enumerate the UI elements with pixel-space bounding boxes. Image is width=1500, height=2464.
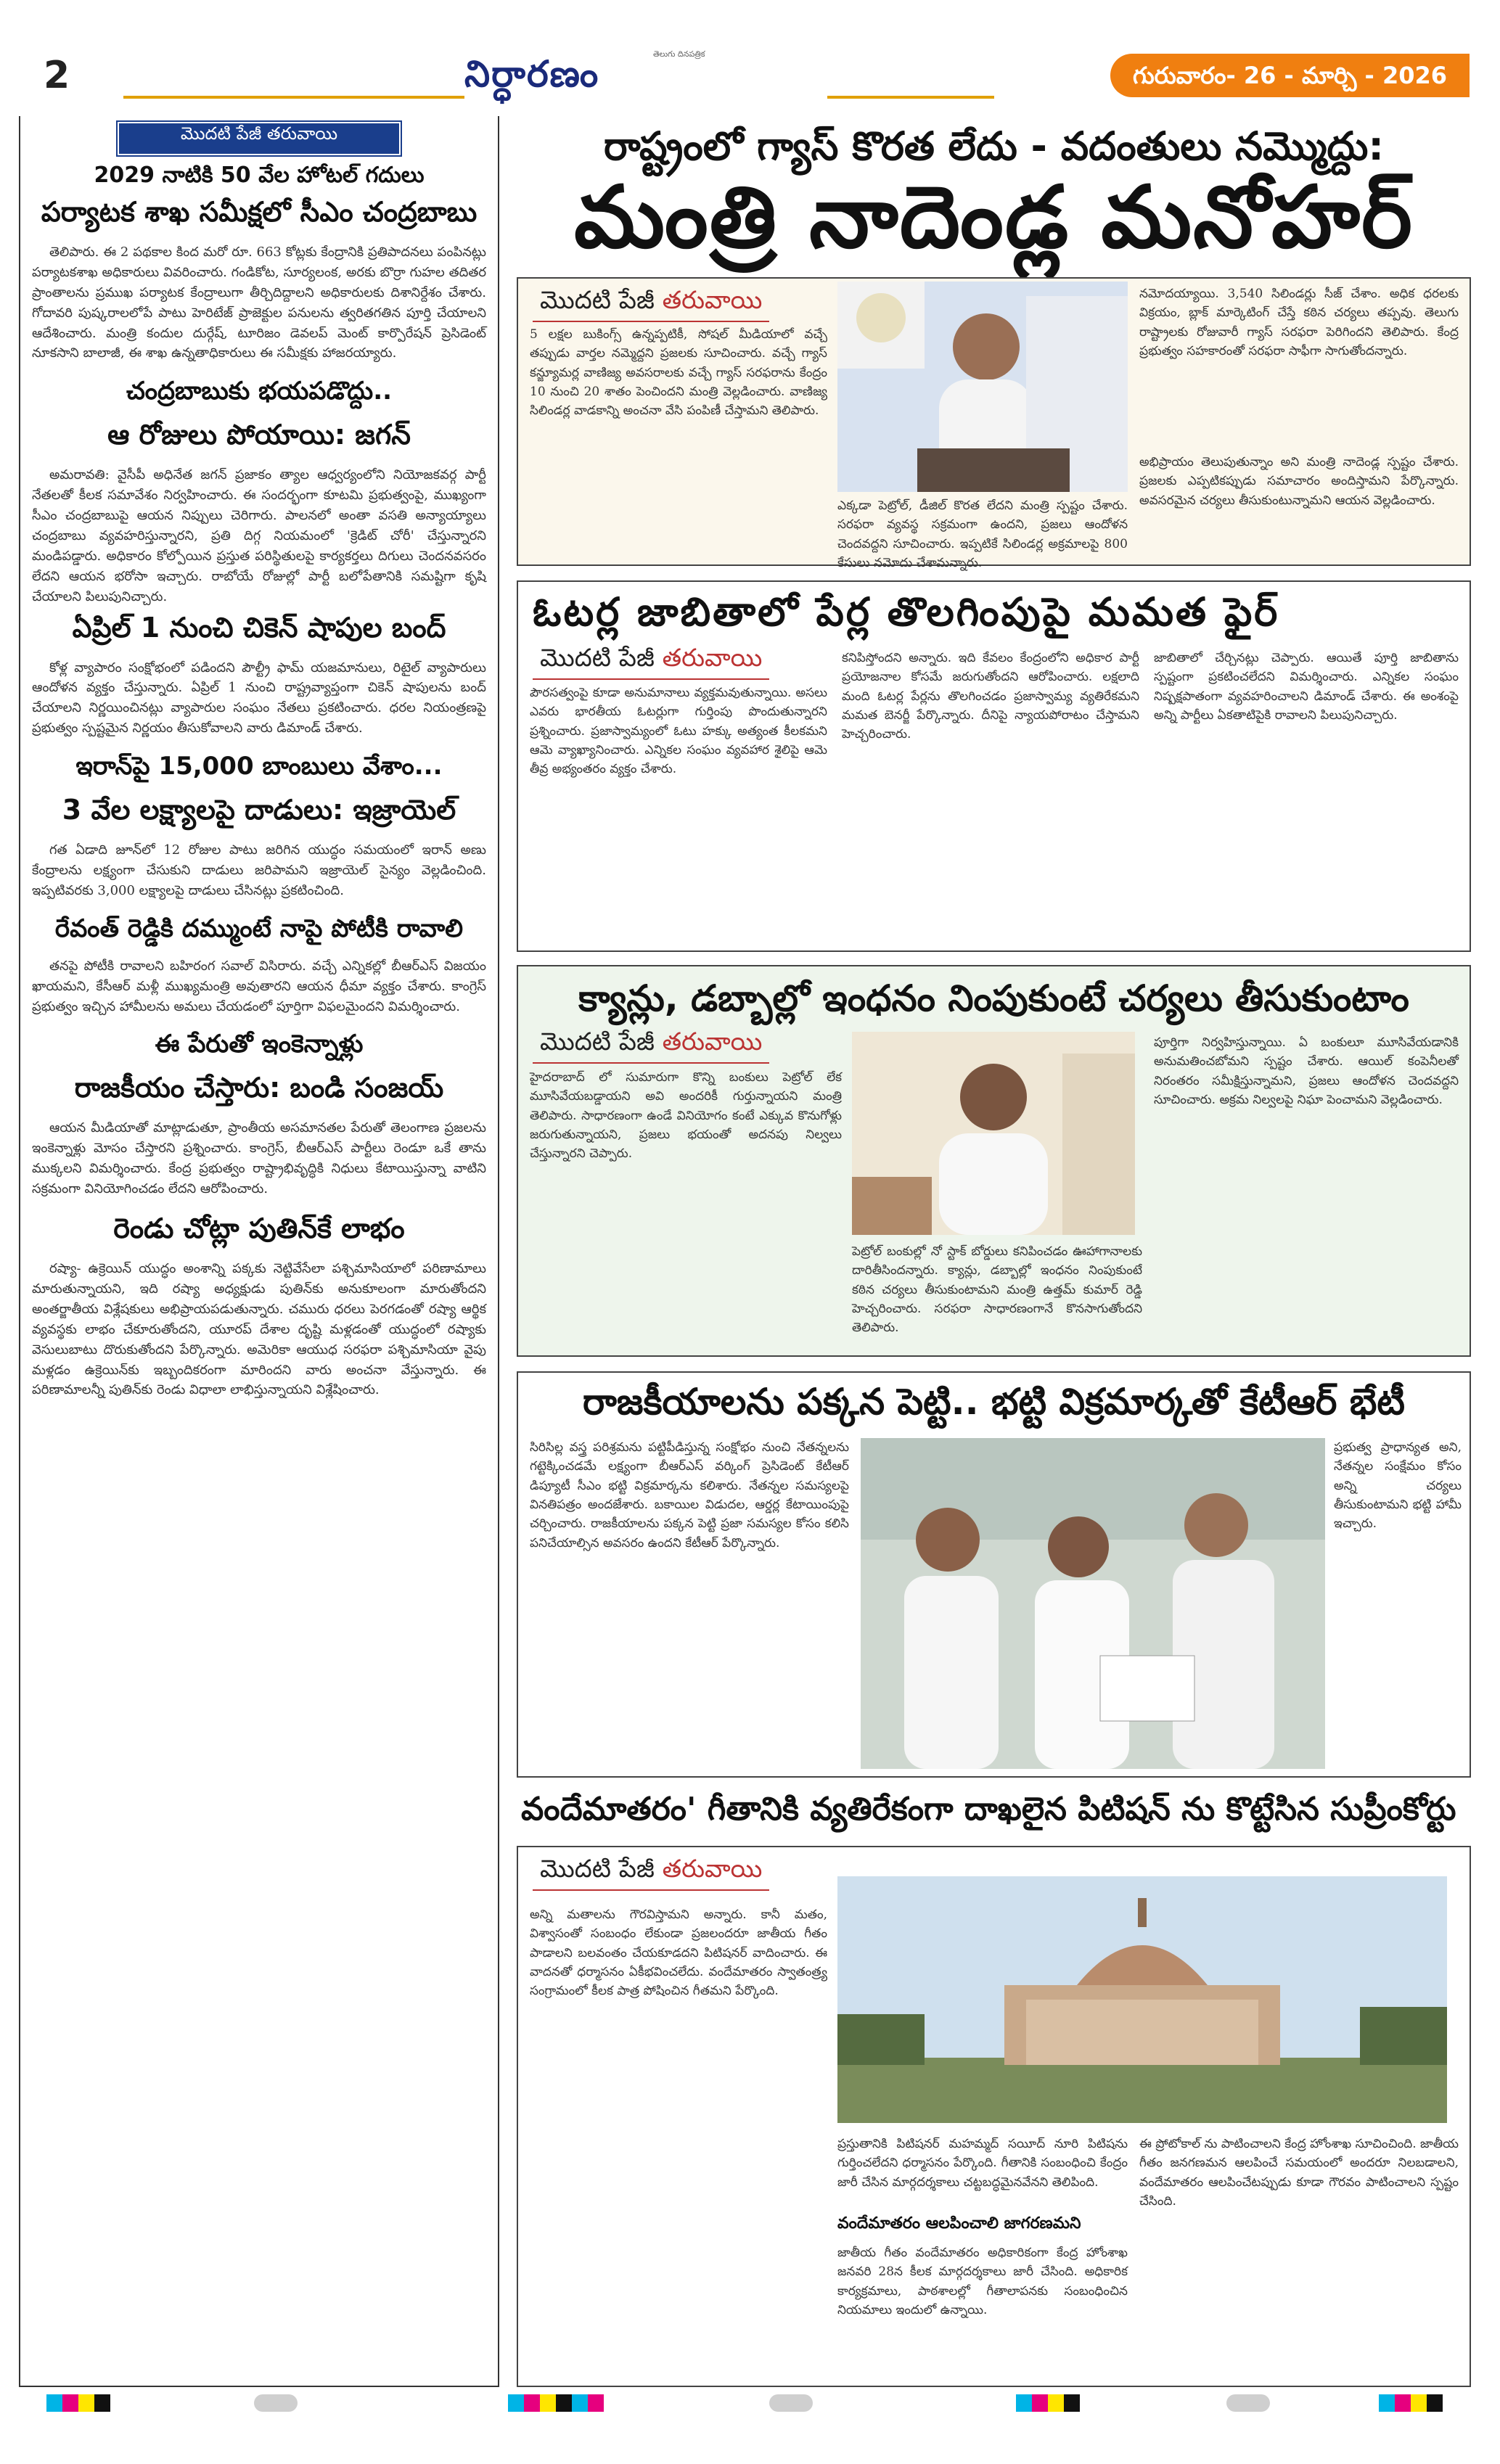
gas-col2: ఎక్కడా పెట్రోల్, డీజిల్ కొరత లేదని మంత్రి స్పష్టం చేశారు. సరఫరా వ్యవస్థ సక్రమంగా ఉందని, ప్రజలు ఆందోళన చెందవద్దని సూచించారు. ఇప్పటికే సిలిండర్ల అక్రమాలపై 800 కేసులు నమోదు చేశామన్నారు. [837, 498, 1128, 571]
mamata-col2: కనిపిస్తోందని అన్నారు. ఇది కేవలం కేంద్రంలోని అధికార పార్టీ ప్రయోజనాల కోసమే జరుగుతోందని ఆరోపించారు. లక్షలాది మంది ఓటర్ల పేర్లను తొలగించడం ప్రజాస్వామ్య వ్యతిరేకమని మమత బెనర్జీ పేర్కొన్నారు. దీనిపై న్యాయపోరాటం చేస్తామని హెచ్చరించారు. [842, 651, 1139, 742]
ktr-meeting-illustration [861, 1438, 1325, 1769]
supreme-court-illustration [837, 1876, 1447, 2123]
page-header [29, 49, 1470, 107]
article-body: గత ఏడాది జూన్‌లో 12 రోజుల పాటు జరిగిన యుద్ధం సమయంలో ఇరాన్ అణు కేంద్రాలను లక్ష్యంగా చేసుకుని దాడులు జరిపామని ఇజ్రాయెల్ సైన్యం వెల్లడించింది. ఇప్పటివరకు 3,000 లక్ష్యాలపై దాడులు చేసినట్లు ప్రకటించింది. [32, 842, 486, 898]
masthead-tagline: తెలుగు దినపత్రిక [653, 49, 705, 59]
supreme-court-photo [837, 1876, 1447, 2123]
headline-revanth: రేవంత్ రెడ్డికి దమ్ముంటే నాపై పోటీకి రావాలి [54, 913, 464, 943]
masthead-title: నిర్ధారణం [464, 52, 600, 95]
gas-col4: అభిప్రాయం తెలుపుతున్నాం అని మంత్రి నాదెండ్ల స్పష్టం చేశారు. ప్రజలకు ఎప్పటికప్పుడు సమాచారం అందిస్తామని పేర్కొన్నారు. అవసరమైన చర్యలు తీసుకుంటున్నామని ఆయన వెల్లడించారు. [1139, 455, 1459, 508]
minister-photo [837, 282, 1128, 492]
article-body: ఆయన మీడియాతో మాట్లాడుతూ, ప్రాంతీయ అసమానతల పేరుతో తెలంగాణ ప్రజలను ఇంకెన్నాళ్లు మోసం చేస్తారని ప్రశ్నించారు. కాంగ్రెస్, బీఆర్ఎస్ పార్టీలు రెండూ ఒకే తాను ముక్కలని విమర్శించారు. కేంద్ర ప్రభుత్వం రాష్ట్రాభివృద్ధికి నిధులు కేటాయిస్తున్నా వాటిని సక్రమంగా వినియోగించడం లేదని ఆరోపించారు. [32, 1120, 486, 1197]
color-strip [508, 2394, 604, 2412]
ktr-meeting-photo [861, 1438, 1325, 1769]
registration-oval [254, 2394, 298, 2412]
registration-oval [1226, 2394, 1270, 2412]
left-column [19, 116, 499, 2387]
uttam-photo [852, 1032, 1135, 1235]
page-number: 2 [44, 54, 70, 97]
gas-col3: నమోదయ్యాయి. 3,540 సిలిండర్లు సీజ్ చేశాం. అధిక ధరలకు విక్రయం, బ్లాక్ మార్కెటింగ్ చేస్తే కఠిన చర్యలు తప్పవు. తెలుగు రాష్ట్రాలకు రోజువారీ గ్యాస్ సరఫరా పెరిగిందని తెలిపారు. కేంద్ర ప్రభుత్వం సహకారంతో సరఫరా సాఫీగా సాగుతోందన్నారు. [1139, 287, 1459, 359]
vande-col2b: జాతీయ గీతం వందేమాతరం అధికారికంగా కేంద్ర హోంశాఖ జనవరి 28న కీలక మార్గదర్శకాలు జారీ చేసింది. అధికారిక కార్యక్రమాలు, పాఠశాలల్లో గీతాలాపనకు సంబంధించిన నియమాలు ఇందులో ఉన్నాయి. [837, 2246, 1128, 2318]
headline-chicken-bandh: ఏప్రిల్ 1 నుంచి చికెన్ షాపుల బంద్ [72, 611, 446, 644]
headline-fuel: క్యాన్లు, డబ్బాల్లో ఇంధనం నింపుకుంటే చర్యలు తీసుకుంటాం [578, 977, 1409, 1019]
headline-israel: 3 వేల లక్ష్యాలపై దాడులు: ఇజ్రాయెల్ [62, 794, 456, 826]
story-vande-mataram [517, 1788, 1471, 2387]
story-fuel [517, 965, 1471, 1357]
mamata-col1: పౌరసత్వంపై కూడా అనుమానాలు వ్యక్తమవుతున్నాయి. అసలు ఎవరు భారతీయ ఓటర్లుగా గుర్తింపు పొందుతున్నారని ప్రశ్నించారు. ప్రజాస్వామ్యంలో ఓటు హక్కు అత్యంత కీలకమని ఆమె వ్యాఖ్యానించారు. ఎన్నికల సంఘం వ్యవహార శైలిపై ఆమె తీవ్ర అభ్యంతరం వ్యక్తం చేశారు. [530, 686, 827, 777]
vande-subhead: వందేమాతరం ఆలపించాలి జాగరణమని [837, 2214, 1081, 2233]
color-strip [1379, 2394, 1443, 2412]
story-ktr [517, 1371, 1471, 1778]
article-body: అమరావతి: వైసీపీ అధినేత జగన్ ప్రజాకం త్యాల ఆధ్వర్యంలోని నియోజకవర్గ పార్టీ నేతలతో కీలక సమావేశం నిర్వహించారు. ఈ సందర్భంగా కూటమి ప్రభుత్వంపై, ముఖ్యంగా సీఎం చంద్రబాబుపై ఆయన నిప్పులు చెరిగారు. పాలనలో అంతా వసతి అన్యాయ్యాలు చంద్రబాబు వ్యవహరిస్తున్నారని, ప్రతి దిగ్గ నియమంలో 'క్రెడిట్ చోరీ' చేస్తున్నారని మండిపడ్డారు. అధికారం కోల్పోయిన ప్రస్తుత పరిస్థితులపై కార్యకర్తలు దిగులు చెందనవసరం లేదని ఆయన భరోసా ఇచ్చారు. రాబోయే రోజుల్లో పార్టీ బలోపేతానికి సమష్టిగా కృషి చేయాలని పిలుపునిచ్చారు. [32, 467, 486, 604]
vande-col3: ఈ ప్రోటోకాల్ ను పాటించాలని కేంద్ర హోంశాఖ సూచించింది. జాతీయ గీతం జనగణమన ఆలపించే సమయంలో అందరూ నిలబడాలని, వందేమాతరం ఆలపించేటప్పుడు కూడా గౌరవం పాటించాలని స్పష్టం చేసింది. [1139, 2137, 1459, 2209]
continued-byline: మొదటి పేజీ తరువాయి [533, 286, 769, 322]
headline-mamata: ఓటర్ల జాబితాలో పేర్ల తొలగింపుపై మమత ఫైర్ [533, 589, 1280, 635]
headline-hotels: 2029 నాటికి 50 వేల హోటల్ గదులు [94, 163, 425, 188]
story-gas-box [517, 277, 1471, 571]
fuel-col3: పూర్తిగా నిర్వహిస్తున్నాయి. ఏ బంకులూ మూసివేయడానికి అనుమతించబోమని స్పష్టం చేశారు. ఆయిల్ కంపెనీలతో నిరంతరం సమీక్షిస్తున్నామని, ప్రజలు ఆందోళన చెందవద్దని సూచించారు. అక్రమ నిల్వలపై నిఘా పెంచామని వెల్లడించారు. [1154, 1035, 1459, 1108]
minister-photo-illustration [837, 282, 1128, 492]
date-band [1110, 54, 1470, 97]
headline-vande-mataram: వందేమాతరం' గీతానికి వ్యతిరేకంగా దాఖలైన పిటిషన్ ను కొట్టేసిన సుప్రీంకోర్టు [521, 1791, 1456, 1828]
issue-date: గురువారం- 26 - మార్చి - 2026 [1132, 62, 1448, 89]
uttam-photo-illustration [852, 1032, 1135, 1235]
continued-byline: మొదటి పేజీ తరువాయి [533, 1855, 769, 1891]
story-gas [517, 116, 1471, 571]
continued-byline: మొదటి పేజీ తరువాయి [533, 644, 769, 680]
article-body: తెలిపారు. ఈ 2 పథకాల కింద మరో రూ. 663 కోట్లకు కేంద్రానికి ప్రతిపాదనలు పంపినట్లు పర్యాటకశాఖ అధికారులు వివరించారు. గండికోట, సూర్యలంక, అరకు బొర్రా గుహల తదితర ప్రాంతాలను ప్రముఖ పర్యాటక కేంద్రాలుగా తీర్చిదిద్దాలని అధికారులకు దిశానిర్దేశం చేశారు. గోదావరి పుష్కరాలలోపే పాటు హెరిటేజ్ ప్రాజెక్టుల పనులను త్వరితగతిన పూర్తి చేయాలని ఆదేశించారు. మంత్రి కందుల దుర్గేష్, టూరిజం డెవలప్ మెంట్ కార్పొరేషన్ ప్రెసిడెంట్ నూకసాని బాలాజీ, ఈ శాఖ ఉన్నతాధికారులు ఈ సమీక్షకు హాజరయ్యారు. [32, 245, 487, 361]
vande-col2: ప్రస్తుతానికి పిటిషనర్ మహమ్మద్ సయీద్ నూరి పిటిషను గుర్తించలేదని ధర్మాసనం పేర్కొంది. గీతానికి సంబంధించి కేంద్రం జారీ చేసిన మార్గదర్శకాలు చట్టబద్ధమైనవేనని తెలిపింది. [837, 2137, 1128, 2190]
headline-bandi: రాజకీయం చేస్తారు: బండి సంజయ్ [74, 1072, 444, 1104]
headline-name: ఈ పేరుతో ఇంకెన్నాళ్లు [155, 1030, 364, 1059]
vande-col1: అన్ని మతాలను గౌరవిస్తామని అన్నారు. కానీ మతం, విశ్వాసంతో సంబంధం లేకుండా ప్రజలందరూ జాతీయ గీతం పాడాలని బలవంతం చేయకూడదని పిటిషనర్ వాదించారు. ఈ వాదనతో ధర్మాసనం ఏకీభవించలేదు. వందేమాతరం స్వాతంత్ర్య సంగ్రామంలో కీలక పాత్ర పోషించిన గీతమని పేర్కొంది. [530, 1907, 827, 1999]
headline-minister: మంత్రి నాదెండ్ల మనోహర్ [574, 166, 1414, 267]
mamata-col3: జాబితాలో చేర్చినట్లు చెప్పారు. ఆయితే పూర్తి జాబితాను స్పష్టంగా ప్రకటించలేదని విమర్శించారు. ఎన్నికల సంఘం నిష్పక్షపాతంగా వ్యవహరించాలని డిమాండ్ చేశారు. ఈ అంశంపై అన్ని పార్టీలు ఏకతాటిపైకి రావాలని పిలుపునిచ్చారు. [1154, 651, 1459, 723]
ktr-col2: ప్రభుత్వ ప్రాధాన్యత అని, నేతన్నల సంక్షేమం కోసం అన్ని చర్యలు తీసుకుంటామని భట్టి హామీ ఇచ్చారు. [1334, 1440, 1462, 1532]
article-body: రష్యా- ఉక్రెయిన్ యుద్ధం అంశాన్ని పక్కకు నెట్టివేసేలా పశ్చిమాసియాలో పరిణామాలు మారుతున్నాయని, ఇది రష్యా అధ్యక్షుడు పుతిన్‌కు అనుకూలంగా మారుతోందని అంతర్జాతీయ విశ్లేషకులు అభిప్రాయపడుతున్నారు. చమురు ధరలు పెరగడంతో రష్యా ఆర్థిక వ్యవస్థకు లాభం చేకూరుతోందని, యూరప్ దేశాల దృష్టి మళ్లడంతో యుద్ధంలో రష్యాకు వెసులుబాటు దొరుకుతోందని పేర్కొన్నారు. అమెరికా ఆయుధ సరఫరా పశ్చిమాసియా వైపు మళ్లడం ఉక్రెయిన్‌కు ఇబ్బందికరంగా మారిందని వారు అంచనా వేస్తున్నారు. ఈ పరిణామాలన్నీ పుతిన్‌కు రెండు విధాలా లాభిస్తున్నాయని విశ్లేషించారు. [32, 1261, 486, 1398]
fuel-col2: పెట్రోల్ బంకుల్లో నో స్టాక్ బోర్డులు కనిపించడం ఊహాగానాలకు దారితీసిందన్నారు. క్యాన్లు, డబ్బాల్లో ఇంధనం నింపుకుంటే కఠిన చర్యలు తీసుకుంటామని మంత్రి ఉత్తమ్ కుమార్ రెడ్డి హెచ్చరించారు. సరఫరా సాధారణంగానే కొనసాగుతోందని తెలిపారు. [852, 1244, 1142, 1336]
article-body: తనపై పోటీకి రావాలని బహిరంగ సవాల్ విసిరారు. వచ్చే ఎన్నికల్లో బీఆర్ఎస్ విజయం ఖాయమని, కేసీఆర్ మళ్లీ ముఖ్యమంత్రి అవుతారని ఆయన ధీమా వ్యక్తం చేశారు. కాంగ్రెస్ ప్రభుత్వం ఇచ్చిన హామీలను అమలు చేయడంలో పూర్తిగా విఫలమైందని విమర్శించారు. [32, 958, 486, 1014]
headline-cm-review: పర్యాటక శాఖ సమీక్షలో సీఎం చంద్రబాబు [41, 196, 478, 228]
headline-dont-fear: చంద్రబాబుకు భయపడొద్దు.. [126, 377, 393, 406]
story-mamata [517, 580, 1471, 952]
story-vande-box [517, 1846, 1471, 2387]
headline-jagan: ఆ రోజులు పోయాయి: జగన్ [107, 419, 411, 451]
registration-oval [769, 2394, 813, 2412]
gas-col1: 5 లక్షల బుకింగ్స్ ఉన్నప్పటికీ, సోషల్ మీడియాలో వచ్చే తప్పుడు వార్తల నమ్మెద్దని ప్రజలకు సూచించారు. వచ్చే గ్యాస్ కన్జ్యూమర్ల వాణిజ్య అవసరాలకు వచ్చే గ్యాస్ సరఫరాను కేంద్రం 10 నుంచి 20 శాతం పెంచిందని మంత్రి వెల్లడించారు. వాణిజ్య సిలిండర్ల వాడకాన్ని అంచనా వేసి పంపిణీ చేస్తామని తెలిపారు. [530, 327, 827, 419]
color-strip [46, 2394, 110, 2412]
headline-gas: రాష్ట్రంలో గ్యాస్ కొరత లేదు - వదంతులు నమ్మొద్దు: [604, 123, 1384, 169]
ktr-col1: సిరిసిల్ల వస్త్ర పరిశ్రమను పట్టిపీడిస్తున్న సంక్షోభం నుంచి నేతన్నలను గట్టెక్కించడమే లక్ష్యంగా బీఆర్ఎస్ వర్కింగ్ ప్రెసిడెంట్ కేటీఆర్ డిప్యూటీ సీఎం భట్టి విక్రమార్కను కలిశారు. నేతన్నల సమస్యలపై వినతిపత్రం అందజేశారు. బకాయిల విడుదల, ఆర్డర్ల కేటాయింపుపై చర్చించారు. రాజకీయాలను పక్కన పెట్టి ప్రజా సమస్యల కోసం కలిసి పనిచేయాల్సిన అవసరం ఉందని కేటీఆర్ పేర్కొన్నారు. [530, 1440, 849, 1551]
headline-putin: రెండు చోట్లా పుతిన్‌కే లాభం [113, 1212, 405, 1245]
masthead-logo [464, 49, 827, 110]
fuel-col1: హైదరాబాద్ లో సుమారుగా కొన్ని బంకులు పెట్రోల్ లేక మూసివేయబడ్డాయని అవి అందరికీ గుర్తున్నాయని మంత్రి తెలిపారు. సాధారణంగా ఉండే వినియోగం కంటే ఎక్కువ కొనుగోళ్లు జరుగుతున్నాయని, ప్రజలు భయంతో అదనపు నిల్వలు చేస్తున్నారని చెప్పారు. [530, 1070, 842, 1162]
headline-iran-bombs: ఇరాన్‌పై 15,000 బాంబులు వేశాం... [75, 752, 443, 781]
continued-byline: మొదటి పేజీ తరువాయి [533, 1027, 769, 1064]
continued-tag: మొదటి పేజీ తరువాయి [118, 122, 401, 155]
article-body: కోళ్ల వ్యాపారం సంక్షోభంలో పడిందని పౌల్ట్రీ ఫామ్ యజమానులు, రిటైల్ వ్యాపారులు ఆందోళన వ్యక్తం చేస్తున్నారు. ఏప్రిల్ 1 నుంచి రాష్ట్రవ్యాప్తంగా చికెన్ షాపులను బంద్ చేయాలని నిర్ణయించినట్లు వ్యాపారుల సంఘం నేతలు ప్రకటించారు. ధరల నియంత్రణపై ప్రభుత్వం స్పష్టమైన నిర్ణయం తీసుకోవాలని వారు డిమాండ్ చేశారు. [32, 660, 486, 736]
color-strip [1016, 2394, 1080, 2412]
headline-ktr: రాజకీయాలను పక్కన పెట్టి.. భట్టి విక్రమార్కతో కేటీఆర్ భేటీ [583, 1381, 1405, 1423]
